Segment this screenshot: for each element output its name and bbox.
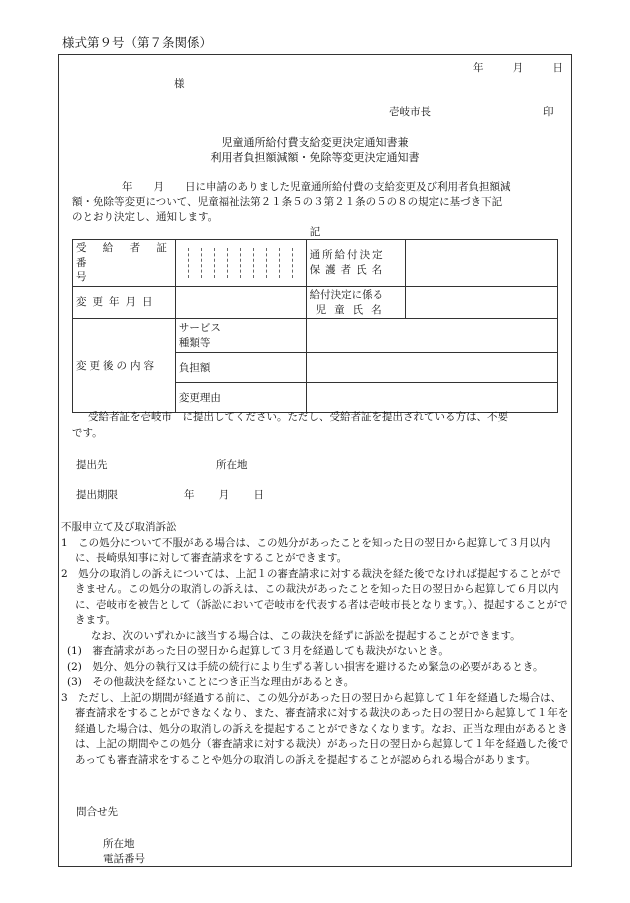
addressee-honorific: 様 xyxy=(174,78,185,90)
change-reason-field[interactable] xyxy=(306,383,557,413)
guardian-name-field[interactable] xyxy=(406,240,558,287)
appeal-sub-3: (3) その他裁決を経ないことにつき正当な理由があるとき。 xyxy=(67,676,355,689)
change-reason-label: 変更理由 xyxy=(175,383,306,413)
deadline-month-label: 月 xyxy=(218,489,230,501)
form-number: 様式第９号（第７条関係） xyxy=(62,35,213,50)
submit-note-line: です。 xyxy=(72,426,103,439)
change-date-label: 変更年月日 xyxy=(73,287,176,319)
appeal-item-1: 1 この処分について不服がある場合は、この処分があったことを知った日の翌日から起算して３月以内に、長崎県知事に対して審査請求をすることができます。 xyxy=(61,536,551,565)
child-name-field[interactable] xyxy=(406,287,558,319)
burden-amount-label: 負担額 xyxy=(175,353,306,383)
destination-label: 提出先 xyxy=(76,459,108,471)
submit-note xyxy=(72,410,562,442)
appeal-item-3: 3 ただし、上記の期間が経過する前に、この処分があった日の翌日から起算して１年を経過した場合は、審査請求をすることができなくなり、また、審査請求に対する裁決のあった日の翌日から起算して１年を経過した場合は、処分の取消しの訴えを提起することができなくなります。なお、正当な理由があるときは、上記の期間やこの処分（審査請求に対する裁決）があった日の翌日から起算して１年を経過した後であっても審査請求をすることや処分の取消しの訴えを提起することが認められる場合があります。 xyxy=(61,691,569,766)
appeal-note: なお、次のいずれかに該当する場合は、この裁決を経ずに訴訟を提起することができます。 xyxy=(91,629,521,642)
appeal-item-2: 2 処分の取消しの訴えについては、上記１の審査請求に対する裁決を経た後でなければ提起することができません。この処分の取消しの訴えは、この裁決があったことを知った日の翌日から起算して６月以内に、壱岐市を被告として（訴訟において壱岐市を代表する者は壱岐市長となります。）、提起することができます。 xyxy=(61,567,568,627)
recipient-number-label-2: 番号 xyxy=(76,256,147,284)
service-type-label: サービス 種類等 xyxy=(175,319,306,353)
appeal-sub-1: (1) 審査請求があった日の翌日から起算して３月を経過しても裁決がないとき。 xyxy=(67,645,449,658)
recipient-number-label: 受給者証 番号 xyxy=(73,240,176,287)
inquiry-tel-label: 電話番号 xyxy=(103,853,145,865)
issuer-mayor: 壱岐市長 xyxy=(389,106,431,118)
inquiry-address-label: 所在地 xyxy=(103,838,135,850)
recipient-number-digits[interactable] xyxy=(175,240,306,287)
service-type-field[interactable] xyxy=(306,319,557,353)
issue-year-label: 年 xyxy=(473,62,484,74)
intro-paragraph xyxy=(72,180,562,226)
appeal-heading: 不服申立て及び取消訴訟 xyxy=(61,521,177,533)
deadline-date xyxy=(184,488,264,503)
deadline-year-label: 年 xyxy=(184,489,195,501)
change-date-field[interactable] xyxy=(175,287,306,319)
appeal-section xyxy=(61,520,569,769)
intro-line: 額・免除等変更について、児童福祉法第２１条５の３第２１条の５の８の規定に基づき下記 xyxy=(72,196,503,209)
appeal-sub-2: (2) 処分、処分の執行又は手続の続行により生ずる著しい損害を避けるため緊急の必要があるとき。 xyxy=(67,660,544,673)
decision-table xyxy=(72,239,558,413)
document-title-line1: 児童通所給付費支給変更決定通知書兼 xyxy=(221,136,409,149)
inquiry-label: 問合せ先 xyxy=(76,806,118,818)
deadline-label: 提出期限 xyxy=(76,489,118,501)
guardian-name-label: 通所給付決定 保護者氏名 xyxy=(306,240,406,287)
destination-address-label: 所在地 xyxy=(216,459,248,471)
after-change-label: 変更後の内容 xyxy=(73,319,176,413)
issue-date xyxy=(473,61,563,76)
child-name-label: 給付決定に係る 児童氏名 xyxy=(306,287,406,319)
burden-amount-field[interactable] xyxy=(306,353,557,383)
document-title-line2: 利用者負担額減額・免除等変更決定通知書 xyxy=(210,151,420,164)
intro-line: のとおり決定し、通知します。 xyxy=(72,211,219,224)
submit-note-line: 受給者証を壱岐市 に提出してください。ただし、受給者証を提出されている方は、不要 xyxy=(88,411,508,423)
ki-mark: 記 xyxy=(309,226,321,238)
issue-day-label: 日 xyxy=(552,62,563,74)
intro-line: 年 月 日に申請のありました児童通所給付費の支給変更及び利用者負担額減 xyxy=(122,181,511,193)
seal-mark: 印 xyxy=(543,106,554,118)
deadline-day-label: 日 xyxy=(253,489,264,501)
issue-month-label: 月 xyxy=(512,62,524,74)
notice-frame xyxy=(58,54,572,867)
